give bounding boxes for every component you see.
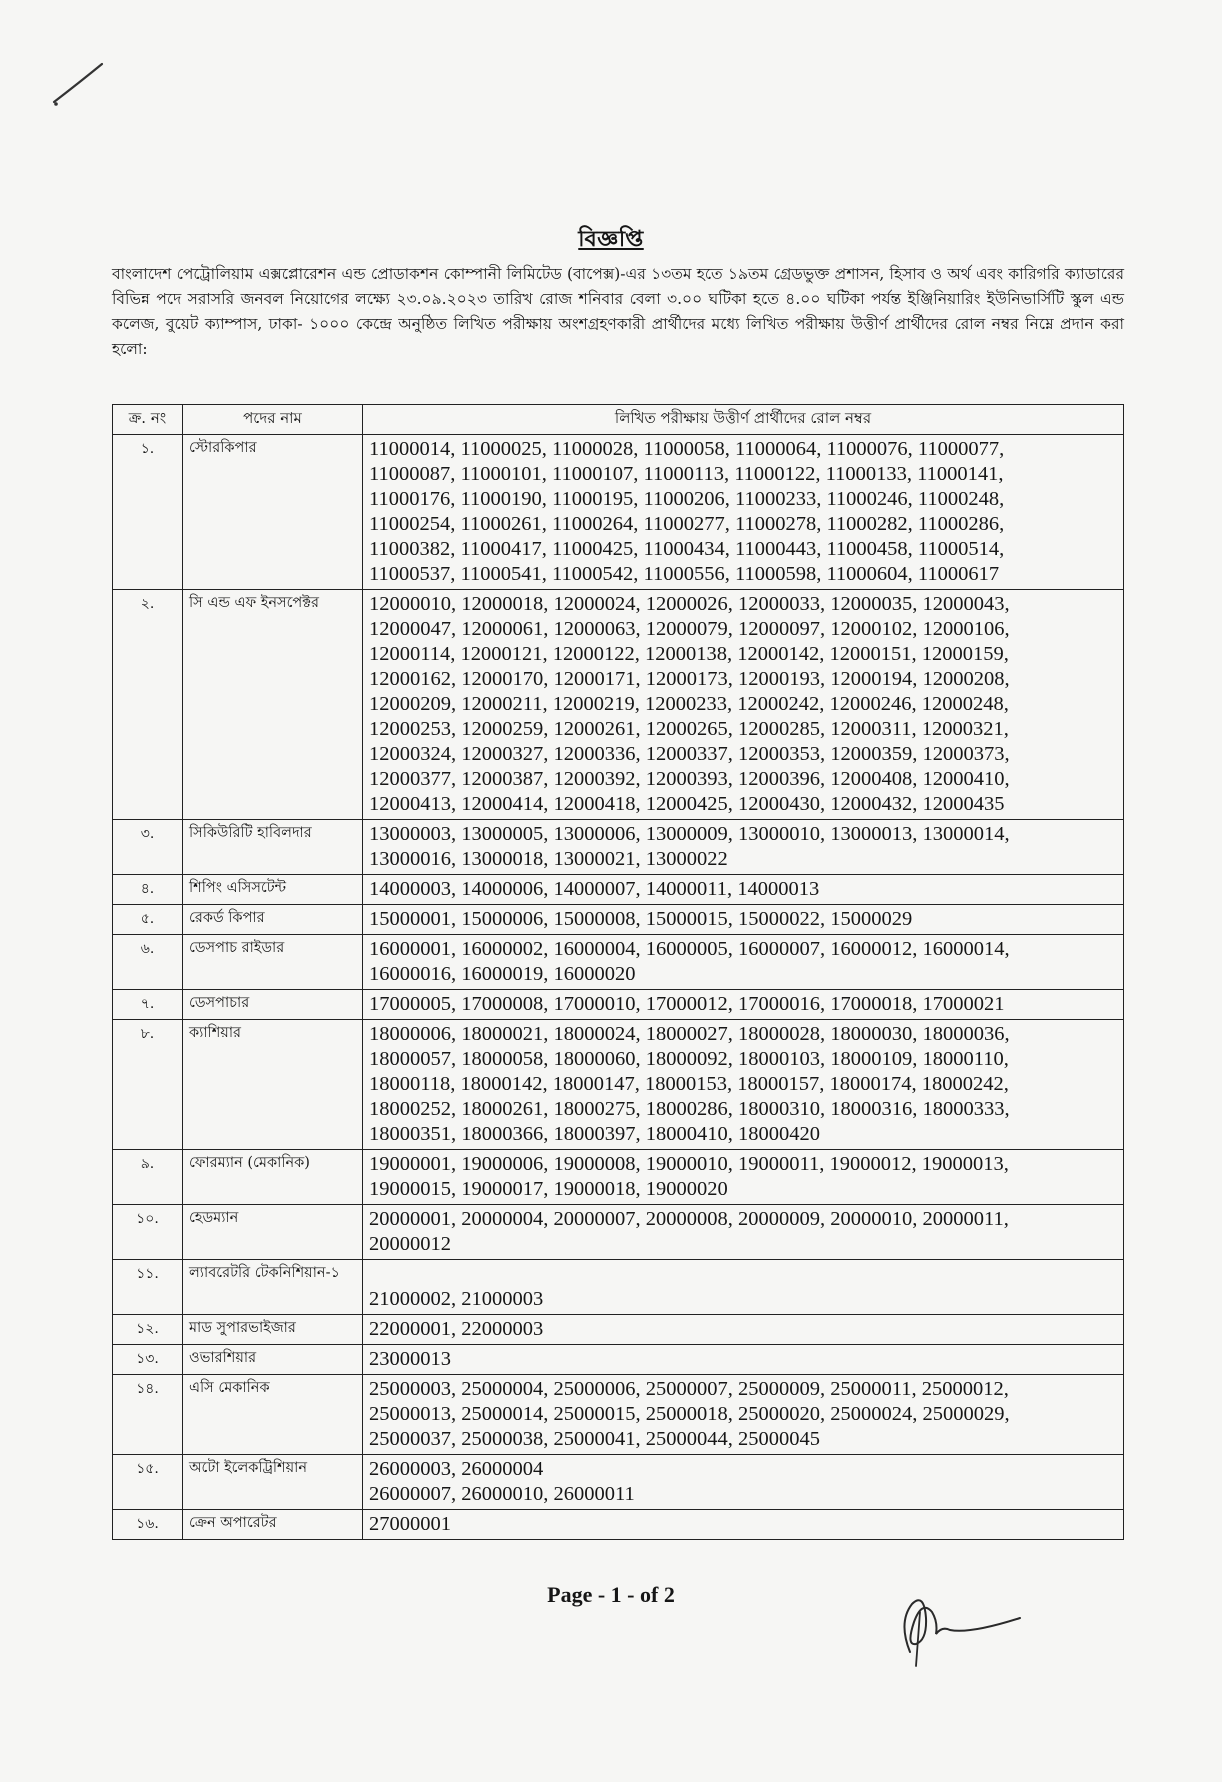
signature [880,1582,1030,1672]
post-name-cell: ল্যাবরেটরি টেকনিশিয়ান-১ [183,1260,363,1315]
roll-line: 11000254, 11000261, 11000264, 11000277, 11000278, 11000282, 11000286, [369,513,1005,535]
serial-cell: ১. [113,435,183,590]
roll-line: 25000037, 25000038, 25000041, 25000044, 25000045 [369,1428,820,1450]
post-name-cell: সিকিউরিটি হাবিলদার [183,820,363,875]
post-name-cell: স্টোরকিপার [183,435,363,590]
pen-stroke-mark [50,60,130,120]
serial-cell: ৩. [113,820,183,875]
roll-line: 22000001, 22000003 [369,1318,544,1340]
header-post: পদের নাম [183,405,363,435]
notice-body: বাংলাদেশ পেট্রোলিয়াম এক্সপ্লোরেশন এন্ড প্রোডাকশন কোম্পানী লিমিটেড (বাপেক্স)-এর ১৩তম হতে ১৯তম গ্রেডভুক্ত প্রশাসন, হিসাব ও অর্থ এবং কারিগরি ক্যাডারের বিভিন্ন পদে সরাসরি জনবল নিয়োগের লক্ষ্যে ২৩.০৯.২০২৩ তারিখ রোজ শনিবার বেলা ৩.০০ ঘটিকা হতে ৪.০০ ঘটিকা পর্যন্ত ইঞ্জিনিয়ারিং ইউনিভার্সিটি স্কুল এন্ড কলেজ, বুয়েট ক্যাম্পাস, ঢাকা- ১০০০ কেন্দ্রে অনুষ্ঠিত লিখিত পরীক্ষায় অংশগ্রহণকারী প্রার্থীদের মধ্যে লিখিত পরীক্ষায় উত্তীর্ণ প্রার্থীদের রোল নম্বর নিম্নে প্রদান করা হলো: [112,265,1124,358]
roll-numbers-cell [363,1260,1124,1315]
post-name-cell: ফোরম্যান (মেকানিক) [183,1150,363,1205]
roll-numbers-cell [363,1375,1124,1455]
roll-line: 18000351, 18000366, 18000397, 18000410, 18000420 [369,1123,820,1145]
serial-cell: ৭. [113,990,183,1020]
table-row [113,1375,1124,1455]
roll-line: 13000016, 13000018, 13000021, 13000022 [369,848,728,870]
post-name-cell: হেডম্যান [183,1205,363,1260]
roll-line: 26000003, 26000004 [369,1458,544,1480]
table-row [113,905,1124,935]
roll-line: 16000016, 16000019, 16000020 [369,963,636,985]
table-row [113,590,1124,820]
serial-cell: ৪. [113,875,183,905]
roll-line: 18000118, 18000142, 18000147, 18000153, 18000157, 18000174, 18000242, [369,1073,1009,1095]
post-name-cell: অটো ইলেকট্রিশিয়ান [183,1455,363,1510]
roll-line: 13000003, 13000005, 13000006, 13000009, 13000010, 13000013, 13000014, [369,823,1010,845]
roll-numbers-cell [363,1345,1124,1375]
roll-numbers-cell [363,435,1124,590]
roll-line: 23000013 [369,1348,451,1370]
roll-line: 12000162, 12000170, 12000171, 12000173, 12000193, 12000194, 12000208, [369,668,1010,690]
roll-line: 11000537, 11000541, 11000542, 11000556, 11000598, 11000604, 11000617 [369,563,1000,585]
roll-line: 18000057, 18000058, 18000060, 18000092, 18000103, 18000109, 18000110, [369,1048,1009,1070]
table-row [113,990,1124,1020]
roll-line: 12000324, 12000327, 12000336, 12000337, 12000353, 12000359, 12000373, [369,743,1010,765]
roll-line: 12000047, 12000061, 12000063, 12000079, 12000097, 12000102, 12000106, [369,618,1010,640]
table-header-row [113,405,1124,435]
roll-line: 20000001, 20000004, 20000007, 20000008, 20000009, 20000010, 20000011, [369,1208,1009,1230]
page-number: Page - 1 - of 2 [547,1582,675,1607]
roll-line: 25000003, 25000004, 25000006, 25000007, 25000009, 25000011, 25000012, [369,1378,1009,1400]
roll-line: 16000001, 16000002, 16000004, 16000005, 16000007, 16000012, 16000014, [369,938,1010,960]
serial-cell: ৮. [113,1020,183,1150]
roll-line: 12000413, 12000414, 12000418, 12000425, 12000430, 12000432, 12000435 [369,793,1005,815]
results-table-body [113,435,1124,1540]
post-name-cell: ক্যাশিয়ার [183,1020,363,1150]
table-row [113,1260,1124,1315]
table-row [113,1315,1124,1345]
roll-line: 12000114, 12000121, 12000122, 12000138, 12000142, 12000151, 12000159, [369,643,1009,665]
table-row [113,1510,1124,1540]
roll-line: 18000252, 18000261, 18000275, 18000286, 18000310, 18000316, 18000333, [369,1098,1010,1120]
roll-line: 14000003, 14000006, 14000007, 14000011, 14000013 [369,878,820,900]
roll-numbers-cell [363,590,1124,820]
roll-numbers-cell [363,1510,1124,1540]
serial-cell: ১১. [113,1260,183,1315]
table-row [113,1455,1124,1510]
roll-numbers-cell [363,1150,1124,1205]
post-name-cell: মাড সুপারভাইজার [183,1315,363,1345]
serial-cell: ১৩. [113,1345,183,1375]
roll-numbers-cell [363,1315,1124,1345]
roll-line: 15000001, 15000006, 15000008, 15000015, 15000022, 15000029 [369,908,913,930]
serial-cell: ১৪. [113,1375,183,1455]
post-name-cell: ওভারশিয়ার [183,1345,363,1375]
roll-line: 12000010, 12000018, 12000024, 12000026, 12000033, 12000035, 12000043, [369,593,1010,615]
roll-numbers-cell [363,935,1124,990]
roll-numbers-cell [363,1205,1124,1260]
roll-line: 11000176, 11000190, 11000195, 11000206, 11000233, 11000246, 11000248, [369,488,1005,510]
serial-cell: ৬. [113,935,183,990]
roll-line: 12000377, 12000387, 12000392, 12000393, 12000396, 12000408, 12000410, [369,768,1010,790]
table-row [113,1150,1124,1205]
roll-numbers-cell [363,1020,1124,1150]
header-serial: ক্র. নং [113,405,183,435]
roll-line: 27000001 [369,1513,451,1535]
roll-line: 21000002, 21000003 [369,1288,544,1310]
header-rolls: লিখিত পরীক্ষায় উত্তীর্ণ প্রার্থীদের রোল নম্বর [363,405,1124,435]
roll-line: 19000015, 19000017, 19000018, 19000020 [369,1178,728,1200]
roll-line: 19000001, 19000006, 19000008, 19000010, 19000011, 19000012, 19000013, [369,1153,1009,1175]
roll-line: 25000013, 25000014, 25000015, 25000018, 25000020, 25000024, 25000029, [369,1403,1010,1425]
roll-line: 11000087, 11000101, 11000107, 11000113, 11000122, 11000133, 11000141, [369,463,1004,485]
roll-line: 11000382, 11000417, 11000425, 11000434, 11000443, 11000458, 11000514, [369,538,1005,560]
serial-cell: ১৬. [113,1510,183,1540]
serial-cell: ২. [113,590,183,820]
table-row [113,1020,1124,1150]
roll-line [369,1262,1117,1287]
roll-line: 18000006, 18000021, 18000024, 18000027, 18000028, 18000030, 18000036, [369,1023,1010,1045]
roll-numbers-cell [363,990,1124,1020]
table-row [113,435,1124,590]
table-row [113,875,1124,905]
roll-numbers-cell [363,905,1124,935]
notice-title: বিজ্ঞপ্তি [578,226,644,252]
table-row [113,1345,1124,1375]
serial-cell: ১২. [113,1315,183,1345]
roll-line: 20000012 [369,1233,451,1255]
post-name-cell: শিপিং এসিসটেন্ট [183,875,363,905]
post-name-cell: সি এন্ড এফ ইনসপেক্টর [183,590,363,820]
roll-line: 11000014, 11000025, 11000028, 11000058, 11000064, 11000076, 11000077, [369,438,1005,460]
roll-line: 12000253, 12000259, 12000261, 12000265, 12000285, 12000311, 12000321, [369,718,1009,740]
roll-line: 12000209, 12000211, 12000219, 12000233, 12000242, 12000246, 12000248, [369,693,1009,715]
roll-numbers-cell [363,1455,1124,1510]
serial-cell: ৫. [113,905,183,935]
table-row [113,935,1124,990]
roll-numbers-cell [363,820,1124,875]
post-name-cell: রেকর্ড কিপার [183,905,363,935]
roll-numbers-cell [363,875,1124,905]
serial-cell: ১৫. [113,1455,183,1510]
post-name-cell: ক্রেন অপারেটর [183,1510,363,1540]
table-row [113,820,1124,875]
roll-line: 17000005, 17000008, 17000010, 17000012, 17000016, 17000018, 17000021 [369,993,1005,1015]
post-name-cell: ডেসপাচ রাইডার [183,935,363,990]
table-row [113,1205,1124,1260]
post-name-cell: ডেসপাচার [183,990,363,1020]
post-name-cell: এসি মেকানিক [183,1375,363,1455]
serial-cell: ৯. [113,1150,183,1205]
serial-cell: ১০. [113,1205,183,1260]
results-table [112,404,1124,1540]
roll-line: 26000007, 26000010, 26000011 [369,1483,635,1505]
